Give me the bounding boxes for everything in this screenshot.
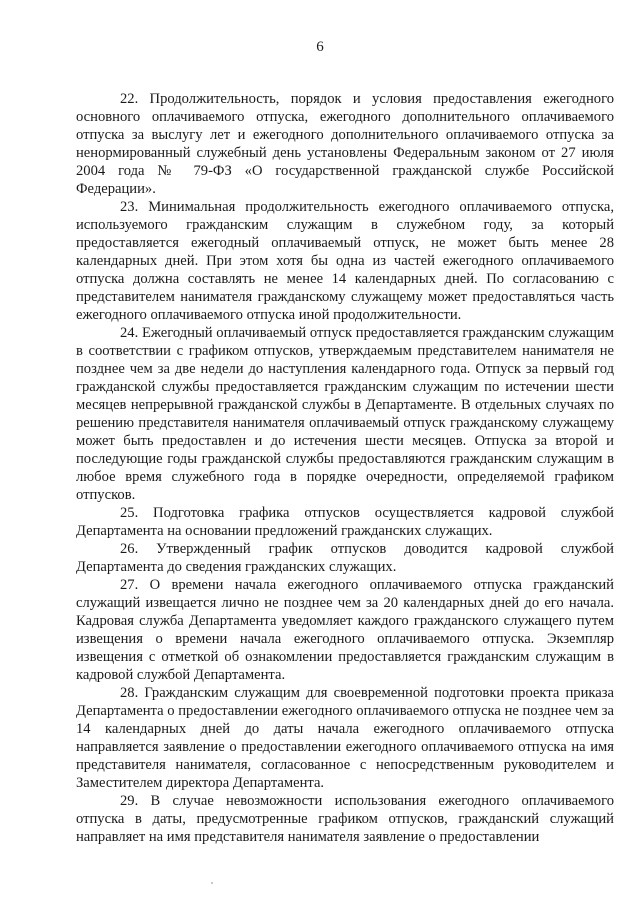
scan-speck xyxy=(211,882,213,884)
paragraph-23: 23. Минимальная продолжительность ежегодного оплачиваемого отпуска, используемого гражданским служащим в служебном году, за который предоставляется ежегодный оплачиваемый отпуск, не может быть менее 28 календарных дней. При этом хотя бы одна из частей ежегодного оплачиваемого отпуска должна составлять не менее 14 календарных дней. По согласованию с представителем нанимателя гражданскому служащему может предоставляться часть ежегодного оплачиваемого отпуска иной продолжительности. xyxy=(76,199,614,323)
paragraph-25: 25. Подготовка графика отпусков осуществляется кадровой службой Департамента на основании предложений гражданских служащих. xyxy=(76,505,614,539)
paragraph-28: 28. Гражданским служащим для своевременной подготовки проекта приказа Департамента о предоставлении ежегодного оплачиваемого отпуска не позднее чем за 14 календарных дней до даты начала ежегодного оплачиваемого отпуска направляется заявление о предоставлении ежегодного оплачиваемого отпуска на имя представителя нанимателя, согласованное с непосредственным руководителем и Заместителем директора Департамента. xyxy=(76,685,614,791)
page-number: 6 xyxy=(316,39,324,55)
paragraph-26: 26. Утвержденный график отпусков доводится кадровой службой Департамента до сведения гражданских служащих. xyxy=(76,541,614,575)
paragraph-27: 27. О времени начала ежегодного оплачиваемого отпуска гражданский служащий извещается лично не позднее чем за 20 календарных дней до его начала. Кадровая служба Департамента уведомляет каждого гражданского служащего путем извещения о времени начала ежегодного оплачиваемого отпуска. Экземпляр извещения с отметкой об ознакомлении предоставляется гражданским служащим в кадровой службой Департамента. xyxy=(76,577,614,683)
document-body xyxy=(76,90,614,846)
paragraph-29: 29. В случае невозможности использования ежегодного оплачиваемого отпуска в даты, предусмотренные графиком отпусков, гражданский служащий направляет на имя представителя нанимателя заявление о предоставлении xyxy=(76,793,614,845)
paragraph-22: 22. Продолжительность, порядок и условия предоставления ежегодного основного оплачиваемого отпуска, ежегодного дополнительного оплачиваемого отпуска за выслугу лет и ежегодного дополнительного оплачиваемого отпуска за ненормированный служебный день установлены Федеральным законом от 27 июля 2004 года № 79-ФЗ «О государственной гражданской службе Российской Федерации». xyxy=(76,91,614,197)
paragraph-24: 24. Ежегодный оплачиваемый отпуск предоставляется гражданским служащим в соответствии с графиком отпусков, утверждаемым представителем нанимателя не позднее чем за две недели до наступления календарного года. Отпуск за первый год гражданской службы предоставляется гражданским служащим по истечении шести месяцев непрерывной гражданской службы в Департаменте. В отдельных случаях по решению представителя нанимателя оплачиваемый отпуск гражданскому служащему может быть предоставлен и до истечения шести месяцев. Отпуска за второй и последующие годы гражданской службы предоставляются гражданским служащим в любое время служебного года в порядке очередности, определяемой графиком отпусков. xyxy=(76,325,614,503)
